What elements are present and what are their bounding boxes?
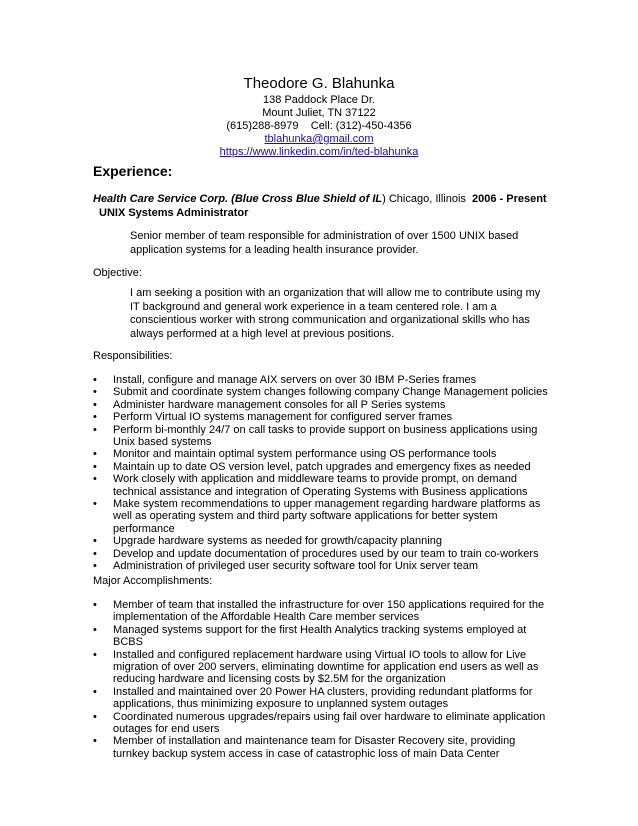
responsibilities-label: Responsibilities: (93, 350, 173, 362)
list-item (93, 649, 553, 686)
list-item (93, 498, 553, 535)
list-item (93, 473, 553, 498)
accomplishments-label: Major Accomplishments: (93, 575, 213, 587)
list-item-text: Administer hardware management consoles for all P Series systems (113, 398, 446, 411)
list-item-text: Submit and coordinate system changes following company Change Management policies (113, 386, 548, 399)
phone-numbers: (615)288-8979 Cell: (312)-450-4356 (226, 120, 412, 132)
list-item (93, 711, 553, 736)
list-item-text: Coordinated numerous upgrades/repairs using fail over hardware to eliminate application outages for end users (113, 710, 546, 736)
address-line-1: 138 Paddock Place Dr. (263, 94, 375, 106)
bullet-icon: • (93, 623, 97, 636)
bullet-icon: • (93, 685, 97, 698)
list-item (93, 411, 553, 423)
bullet-icon: • (93, 735, 97, 748)
bullet-icon: • (93, 423, 97, 436)
job-dates: 2006 - Present (472, 193, 547, 205)
objective-label: Objective: (93, 267, 142, 279)
bullet-icon: • (93, 560, 97, 573)
bullet-icon: • (93, 648, 97, 661)
candidate-name: Theodore G. Blahunka (243, 75, 395, 92)
list-item (93, 461, 553, 473)
list-item (93, 599, 553, 624)
list-item (93, 386, 553, 398)
responsibilities-list (93, 374, 553, 573)
job-summary: Senior member of team responsible for administration of over 1500 UNIX based application systems for a leading health insurance provider. (130, 230, 519, 256)
email-link[interactable]: tblahunka@gmail.com (264, 133, 374, 145)
list-item (93, 374, 553, 386)
address-line-2: Mount Juliet, TN 37122 (262, 107, 376, 119)
objective-text: I am seeking a position with an organization that will allow me to contribute using my IT background and general work experience in a team centered role. I am a conscientious worker with strong communication and organizational skills who has always performed at a high level at previous positions. (130, 287, 541, 340)
company-name: Health Care Service Corp. (Blue Cross Blue Shield of IL (93, 193, 383, 205)
bullet-icon: • (93, 398, 97, 411)
bullet-icon: • (93, 710, 97, 723)
list-item-text: Installed and maintained over 20 Power HA clusters, providing redundant platforms for applications, thus minimizing exposure to unplanned system outages (113, 685, 533, 711)
accomplishments-list (93, 599, 553, 760)
list-item (93, 448, 553, 460)
list-item-text: Work closely with application and middleware teams to provide prompt, on demand technical assistance and integration of Operating Systems with Business applications (113, 473, 528, 498)
email-row (0, 132, 638, 146)
list-item (93, 560, 553, 572)
list-item (93, 424, 553, 449)
job-title: UNIX Systems Administrator (99, 207, 249, 219)
list-item-text: Perform Virtual IO systems management for configured server frames (113, 411, 453, 424)
list-item-text: Develop and update documentation of procedures used by our team to train co-workers (113, 547, 539, 560)
list-item-text: Upgrade hardware systems as needed for growth/capacity planning (113, 535, 442, 548)
list-item (93, 735, 553, 760)
bullet-icon: • (93, 374, 97, 386)
experience-heading: Experience: (93, 163, 173, 179)
job-employer (93, 193, 466, 205)
list-item-text: Monitor and maintain optimal system performance using OS performance tools (113, 448, 497, 461)
list-item (93, 686, 553, 711)
list-item (93, 624, 553, 649)
list-item-text: Maintain up to date OS version level, patch upgrades and emergency fixes as needed (113, 460, 531, 473)
list-item-text: Administration of privileged user security software tool for Unix server team (113, 560, 478, 573)
bullet-icon: • (93, 547, 97, 560)
bullet-icon: • (93, 535, 97, 548)
bullet-icon: • (93, 599, 97, 611)
bullet-icon: • (93, 411, 97, 424)
list-item-text: Managed systems support for the first Health Analytics tracking systems employed at BCBS (113, 623, 527, 649)
bullet-icon: • (93, 460, 97, 473)
bullet-icon: • (93, 473, 97, 486)
list-item-text: Member of team that installed the infrastructure for over 150 applications required for the implementation of the Affordable Health Care member services (113, 599, 545, 624)
linkedin-row (0, 145, 638, 159)
list-item (93, 399, 553, 411)
bullet-icon: • (93, 386, 97, 399)
list-item-text: Perform bi-monthly 24/7 on call tasks to provide support on business applications using Unix based systems (113, 423, 538, 449)
bullet-icon: • (93, 498, 97, 511)
bullet-icon: • (93, 448, 97, 461)
list-item-text: Install, configure and manage AIX servers on over 30 IBM P-Series frames (113, 374, 477, 386)
linkedin-link[interactable]: https://www.linkedin.com/in/ted-blahunka (219, 146, 419, 158)
list-item-text: Member of installation and maintenance team for Disaster Recovery site, providing turnkey backup system access in case of catastrophic loss of main Data Center (113, 735, 516, 760)
list-item (93, 548, 553, 560)
company-location: ) Chicago, Illinois (382, 193, 466, 205)
list-item-text: Installed and configured replacement hardware using Virtual IO tools to allow for Live migration of over 200 servers, eliminating downtime for application end users as well as reducing hardware and licensing costs by $2.5M for the organization (113, 648, 539, 686)
list-item (93, 535, 553, 547)
list-item-text: Make system recommendations to upper management regarding hardware platforms as well as operating system and third party software applications for better system performance (113, 498, 541, 535)
